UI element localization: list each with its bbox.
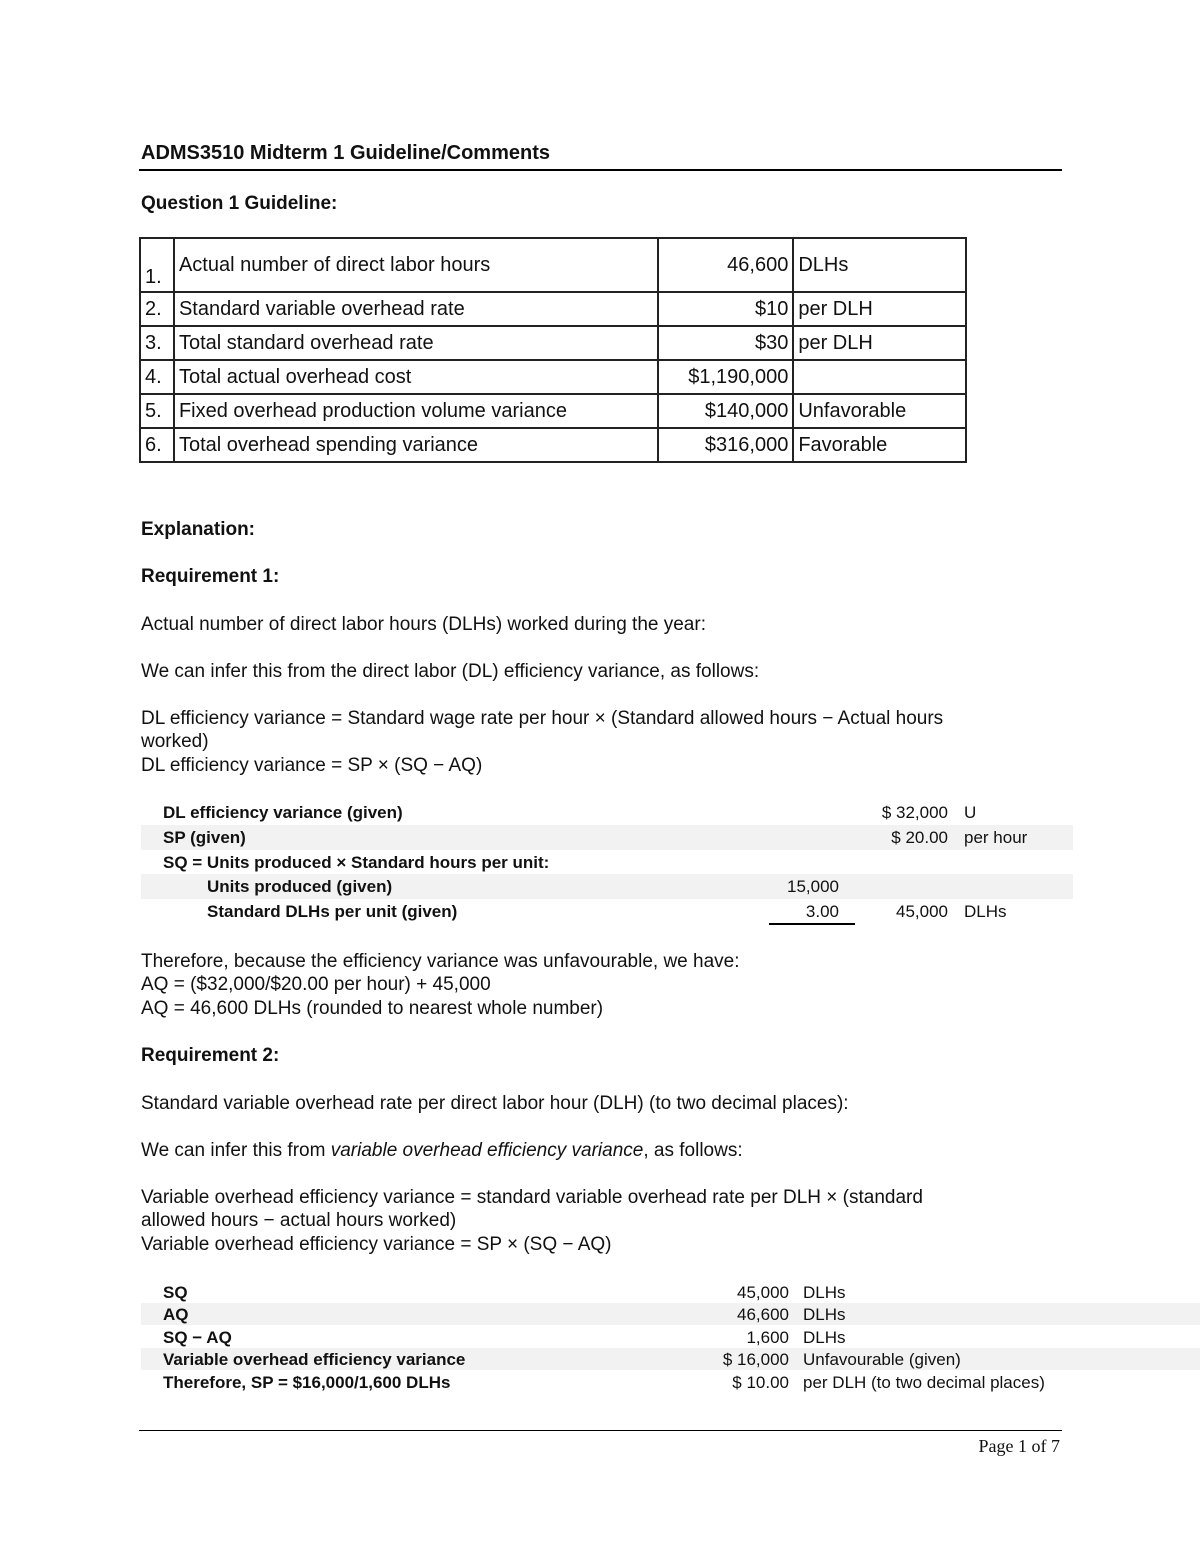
row-unit: DLHs <box>793 238 966 292</box>
req1-formula-line-2: worked) <box>141 731 209 752</box>
calc-unit: DLHs <box>803 1305 846 1324</box>
calc-amount: 45,000 <box>737 1283 789 1302</box>
row-unit: per DLH <box>793 292 966 326</box>
row-unit: Favorable <box>793 428 966 462</box>
calc-row <box>141 1281 1200 1303</box>
calc-amount: 1,600 <box>746 1328 789 1347</box>
req2-paragraph-2-italic: variable overhead efficiency variance <box>330 1140 644 1161</box>
row-number: 1. <box>140 238 174 292</box>
req1-formula-line-1: DL efficiency variance = Standard wage rate per hour × (Standard allowed hours − Actual hours <box>141 708 944 729</box>
calc-label: Therefore, SP = $16,000/1,600 DLHs <box>163 1373 451 1392</box>
calc-row <box>141 1326 1200 1348</box>
footer-divider <box>139 1430 1062 1431</box>
calc-label: Units produced (given) <box>207 877 393 896</box>
page-number: Page 1 of 7 <box>978 1436 1060 1456</box>
table-row <box>140 292 966 326</box>
calc-amount: $ 16,000 <box>722 1350 789 1369</box>
explanation-heading: Explanation: <box>141 519 256 540</box>
calc-amount: $ 10.00 <box>732 1373 789 1392</box>
calc-row <box>141 1371 1200 1393</box>
req2-paragraph-2-start: We can infer this from <box>141 1140 331 1161</box>
row-number: 4. <box>140 360 174 394</box>
row-description: Total standard overhead rate <box>174 326 658 360</box>
calc-label: SQ = Units produced × Standard hours per unit: <box>163 853 550 872</box>
row-amount: $140,000 <box>658 394 794 428</box>
req2-formula-2: Variable overhead efficiency variance = SP × (SQ − AQ) <box>141 1234 612 1255</box>
calc-label: DL efficiency variance (given) <box>163 803 403 822</box>
calc-unit: per hour <box>964 828 1028 847</box>
req2-formula-line-2: allowed hours − actual hours worked) <box>141 1210 457 1231</box>
row-amount: $316,000 <box>658 428 794 462</box>
calc-row <box>141 1303 1200 1325</box>
title-divider <box>139 169 1062 171</box>
req1-conclusion-2: AQ = ($32,000/$20.00 per hour) + 45,000 <box>141 974 491 995</box>
req2-paragraph-2-end: , as follows: <box>643 1140 743 1161</box>
table-row <box>140 326 966 360</box>
row-number: 5. <box>140 394 174 428</box>
row-description: Standard variable overhead rate <box>174 292 658 326</box>
row-amount: 46,600 <box>658 238 794 292</box>
calc-unit: DLHs <box>803 1328 846 1347</box>
calc-row <box>141 850 1073 875</box>
calc-label: SQ − AQ <box>163 1328 232 1347</box>
table-row <box>140 428 966 462</box>
req1-conclusion-1: Therefore, because the efficiency variance was unfavourable, we have: <box>141 951 740 972</box>
row-amount: $1,190,000 <box>658 360 794 394</box>
calc-unit: per DLH (to two decimal places) <box>803 1373 1045 1392</box>
table-row <box>140 394 966 428</box>
calc-label: AQ <box>163 1305 189 1324</box>
calc-label: SQ <box>163 1283 188 1302</box>
calc-subtotal: 3.00 <box>805 902 839 921</box>
row-unit: per DLH <box>793 326 966 360</box>
req1-paragraph-1: Actual number of direct labor hours (DLHs) worked during the year: <box>141 614 706 635</box>
calc-unit: Unfavourable (given) <box>803 1350 961 1369</box>
calc-row <box>141 825 1073 850</box>
calc-unit: DLHs <box>964 902 1007 921</box>
row-amount: $30 <box>658 326 794 360</box>
req1-paragraph-2: We can infer this from the direct labor (DL) efficiency variance, as follows: <box>141 661 760 682</box>
requirement-2-heading: Requirement 2: <box>141 1045 280 1066</box>
table-row <box>140 238 966 292</box>
row-unit <box>793 360 966 394</box>
summary-table <box>139 237 967 463</box>
req1-formula-2: DL efficiency variance = SP × (SQ − AQ) <box>141 755 483 776</box>
row-description: Total actual overhead cost <box>174 360 658 394</box>
row-description: Fixed overhead production volume variance <box>174 394 658 428</box>
subtotal-underline <box>769 923 855 925</box>
calc-unit: U <box>964 803 977 822</box>
calc-amount: $ 20.00 <box>891 828 948 847</box>
row-number: 3. <box>140 326 174 360</box>
row-description: Total overhead spending variance <box>174 428 658 462</box>
row-unit: Unfavorable <box>793 394 966 428</box>
calc-row <box>141 899 1073 924</box>
calc-amount: $ 32,000 <box>881 803 948 822</box>
calc-row <box>141 874 1073 899</box>
req1-conclusion-3: AQ = 46,600 DLHs (rounded to nearest whole number) <box>141 998 604 1019</box>
question-heading: Question 1 Guideline: <box>141 193 338 214</box>
calc-label: Variable overhead efficiency variance <box>163 1350 466 1369</box>
calc-amount: 45,000 <box>896 902 948 921</box>
row-description: Actual number of direct labor hours <box>174 238 658 292</box>
calc-subtotal: 15,000 <box>787 877 839 896</box>
row-amount: $10 <box>658 292 794 326</box>
calc-label: Standard DLHs per unit (given) <box>207 902 458 921</box>
row-number: 2. <box>140 292 174 326</box>
req2-formula-line-1: Variable overhead efficiency variance = standard variable overhead rate per DLH × (standard <box>141 1187 923 1208</box>
calc-unit: DLHs <box>803 1283 846 1302</box>
calc-row <box>141 1348 1200 1370</box>
calc-amount: 46,600 <box>737 1305 789 1324</box>
document-title: ADMS3510 Midterm 1 Guideline/Comments <box>141 142 550 164</box>
row-number: 6. <box>140 428 174 462</box>
calc-label: SP (given) <box>163 828 246 847</box>
req2-paragraph-2 <box>141 1139 743 1162</box>
requirement-1-heading: Requirement 1: <box>141 566 280 587</box>
req2-paragraph-1: Standard variable overhead rate per direct labor hour (DLH) (to two decimal places): <box>141 1093 849 1114</box>
table-row <box>140 360 966 394</box>
calc-row <box>141 800 1073 825</box>
